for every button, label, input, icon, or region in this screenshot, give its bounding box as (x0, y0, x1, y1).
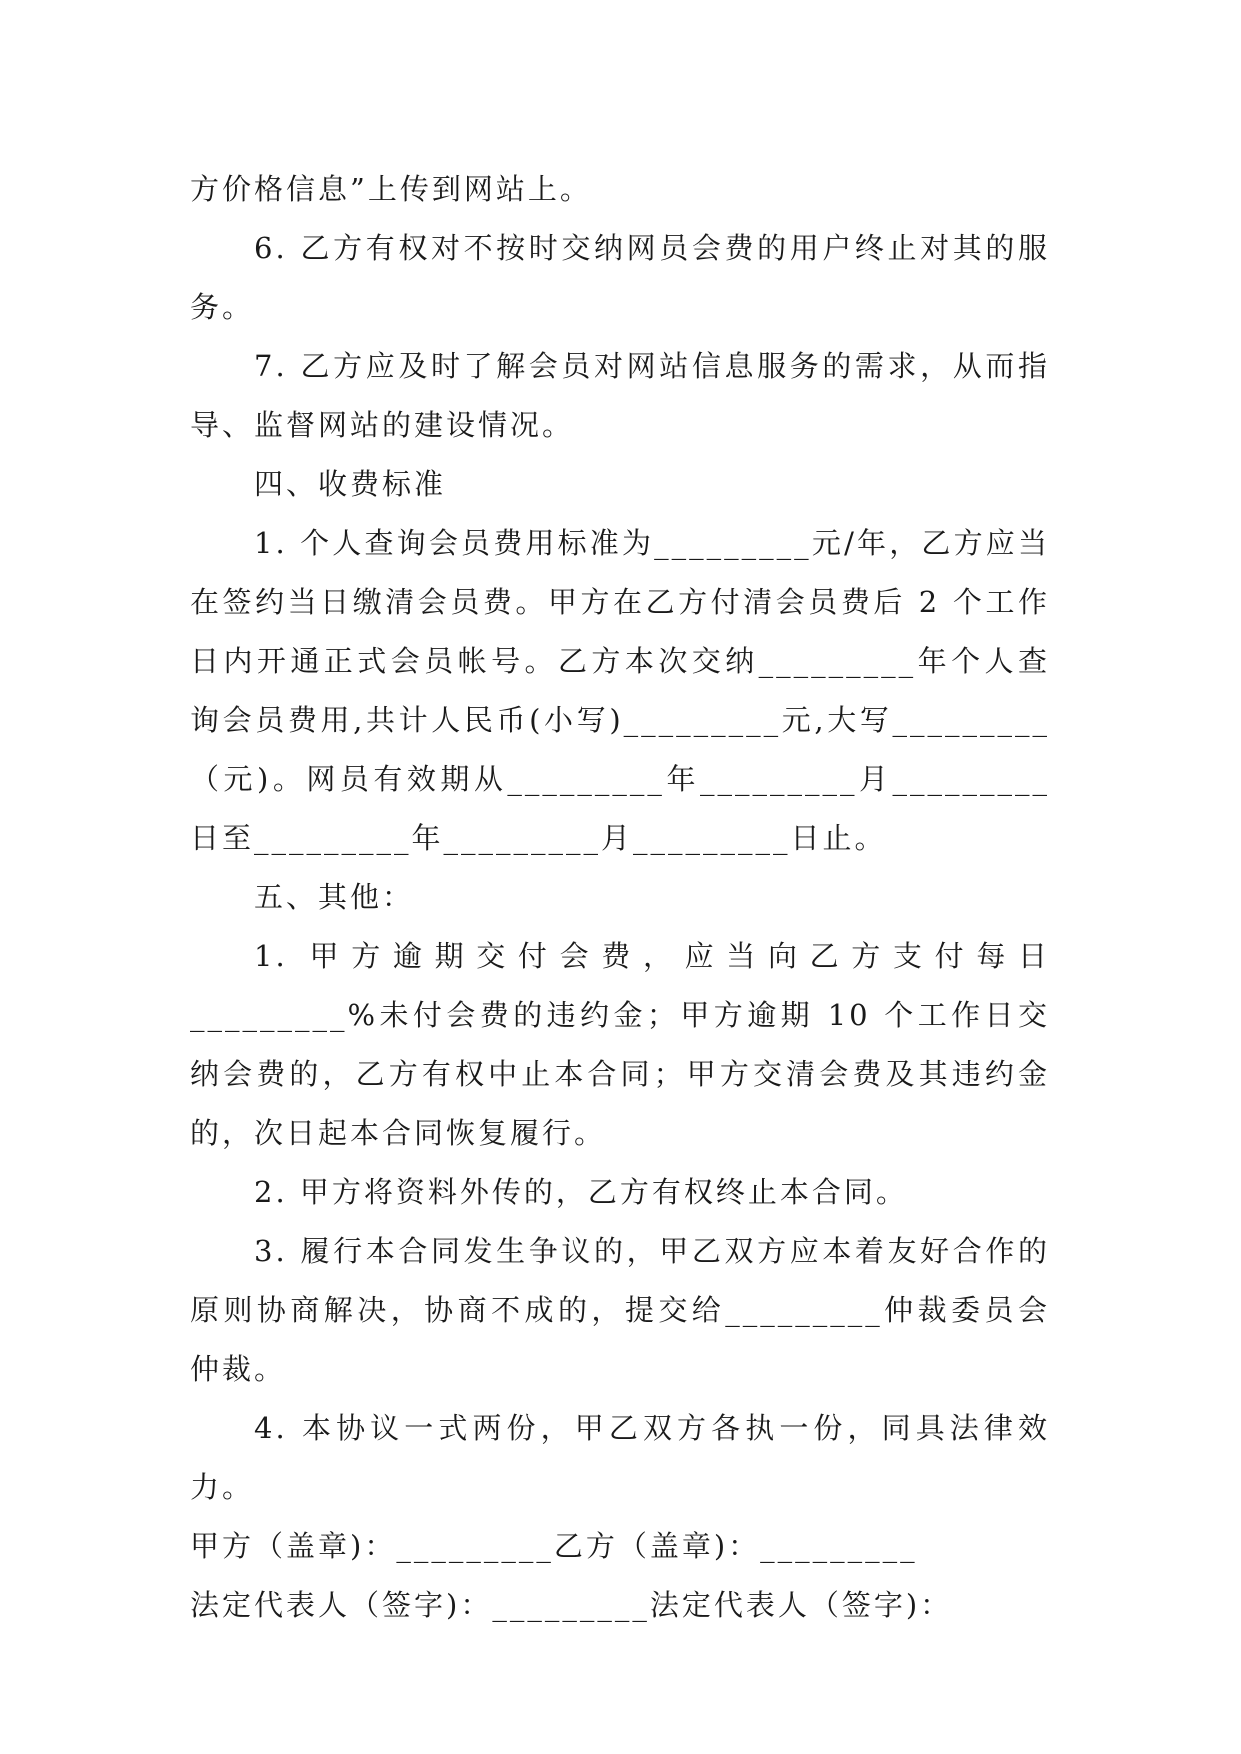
clause-5-3: 3. 履行本合同发生争议的，甲乙双方应本着友好合作的原则协商解决，协商不成的，提交给_________仲裁委员会仲裁。 (190, 1234, 1050, 1386)
signature-line-seal: 甲方（盖章)：_________乙方（盖章)：_________ (190, 1529, 918, 1563)
clause-3-7: 7. 乙方应及时了解会员对网站信息服务的需求，从而指导、监督网站的建设情况。 (190, 349, 1050, 442)
paragraph-continuation: 方价格信息”上传到网站上。 (190, 172, 592, 206)
clause-5-2: 2. 甲方将资料外传的，乙方有权终止本合同。 (254, 1175, 908, 1209)
clause-5-4: 4. 本协议一式两份，甲乙双方各执一份，同具法律效力。 (190, 1411, 1050, 1504)
clause-4-1: 1. 个人查询会员费用标准为_________元/年，乙方应当在签约当日缴清会员费。甲方在乙方付清会员费后 2 个工作日内开通正式会员帐号。乙方本次交纳_________年个人查询会员费用,共计人民币(小写)_________元,大写_________（元)。网员有效期从_________年_________月_________日至_________年_________月_________日止。 (190, 526, 1050, 855)
clause-5-1: 1. 甲方逾期交付会费，应当向乙方支付每日_________%未付会费的违约金；甲方逾期 10 个工作日交纳会费的，乙方有权中止本合同；甲方交清会费及其违约金的，次日起本合同恢复履行。 (190, 939, 1050, 1150)
document-body (190, 160, 1050, 1635)
section-heading-fees: 四、收费标准 (254, 467, 447, 501)
signature-line-representative: 法定代表人（签字)：_________法定代表人（签字)： (190, 1588, 953, 1622)
section-heading-other: 五、其他： (254, 880, 415, 914)
clause-3-6: 6. 乙方有权对不按时交纳网员会费的用户终止对其的服务。 (190, 231, 1050, 324)
